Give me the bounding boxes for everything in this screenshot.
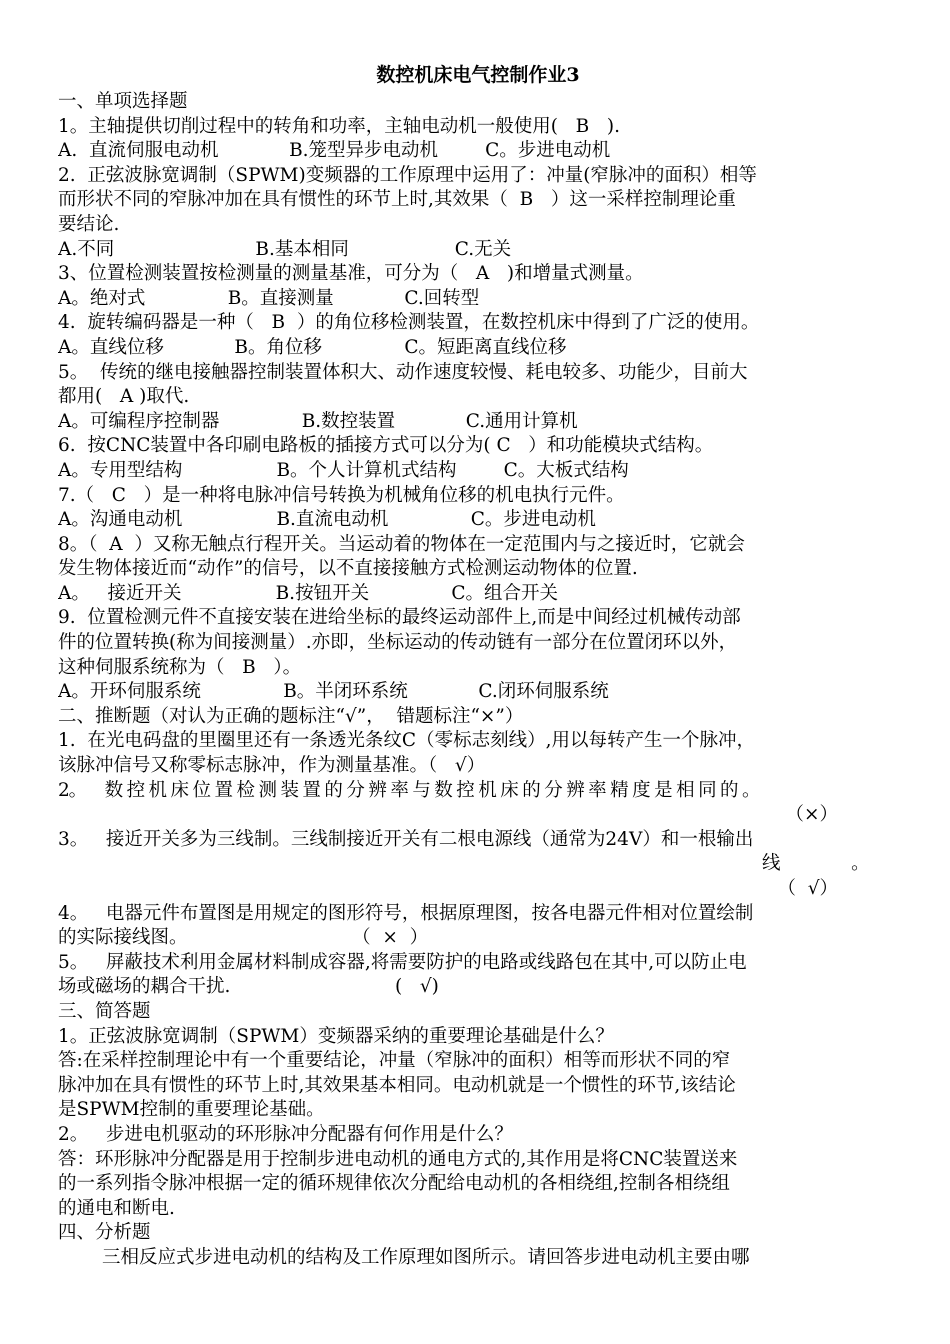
question-5: 5。 传统的继电接触器控制装置体积大、动作速度较慢、耗电较多、功能少，目前大 [58, 361, 748, 383]
question-7-options: A。沟通电动机 B.直流电动机 C。步进电动机 [58, 509, 596, 531]
section-heading-single-choice: 一、单项选择题 [58, 91, 188, 112]
question-8-options: A。 接近开关 B.按钮开关 C。组合开关 [58, 582, 559, 604]
question-7: 7.（ C ）是一种将电脉冲信号转换为机械角位移的机电执行元件。 [58, 484, 625, 506]
section-heading-short-answer: 三、简答题 [58, 1000, 151, 1022]
judgement-2-answer: （×） [785, 804, 838, 826]
judgement-3: 3。 接近开关多为三线制。三线制接近开关有二根电源线（通常为24V）和一根输出 [58, 828, 754, 850]
short-answer-1-question: 1。正弦波脉宽调制（SPWM）变频器采纳的重要理论基础是什么？ [58, 1025, 614, 1047]
document-title: 数控机床电气控制作业3 [376, 64, 580, 86]
judgement-3-answer: （ √） [777, 878, 838, 899]
section-heading-analysis: 四、分析题 [58, 1222, 151, 1244]
question-9-cont: 这种伺服系统称为（ B ）。 [58, 656, 302, 678]
question-8: 8。（ A ）又称无触点行程开关。当运动着的物体在一定范围内与之接近时，它就会 [58, 533, 745, 555]
short-answer-2-answer-cont: 的通电和断电. [58, 1197, 175, 1219]
judgement-5-cont: 场或磁场的耦合干扰. ( √) [58, 976, 439, 998]
judgement-4: 4。 电器元件布置图是用规定的图形符号，根据原理图，按各电器元件相对位置绘制 [58, 902, 754, 924]
judgement-3-cont: 线 。 [762, 853, 870, 875]
question-3: 3、位置检测装置按检测量的测量基准，可分为（ A )和增量式测量。 [58, 263, 644, 285]
question-5-cont: 都用( A )取代. [58, 386, 190, 408]
short-answer-1-answer-cont: 脉冲加在具有惯性的环节上时,其效果基本相同。电动机就是一个惯性的环节,该结论 [58, 1074, 736, 1096]
question-1: 1。主轴提供切削过程中的转角和功率，主轴电动机一般使用( B ). [58, 115, 620, 137]
question-9-options: A。开环伺服系统 B。半闭环系统 C.闭环伺服系统 [58, 681, 609, 703]
judgement-2: 2。 数 控 机 床 位 置 检 测 装 置 的 分 辨 率 与 数 控 机 床 的 分 辨 率 精 度 是 相 同 的 。 [58, 779, 760, 801]
question-9-cont: 件的位置转换(称为间接测量）.亦即，坐标运动的传动链有一部分在位置闭环以外， [58, 632, 738, 654]
question-2-cont: 而形状不同的窄脉冲加在具有惯性的环节上时,其效果（ B ）这一采样控制理论重 [58, 189, 736, 211]
judgement-4-cont: 的实际接线图。 （ × ） [58, 927, 429, 949]
judgement-1-cont: 该脉冲信号又称零标志脉冲，作为测量基准。（ √） [58, 755, 486, 777]
question-2-cont: 要结论. [58, 213, 120, 235]
question-4-options: A。直线位移 B。角位移 C。短距离直线位移 [58, 336, 567, 358]
question-6-options: A。专用型结构 B。个人计算机式结构 C。大板式结构 [58, 459, 629, 481]
question-9: 9. 位置检测元件不直接安装在进给坐标的最终运动部件上,而是中间经过机械传动部 [58, 607, 741, 629]
short-answer-2-answer-cont: 的一系列指令脉冲根据一定的循环规律依次分配给电动机的各相绕组,控制各相绕组 [58, 1173, 730, 1195]
document-body [58, 90, 898, 1271]
short-answer-1-answer: 答:在采样控制理论中有一个重要结论，冲量（窄脉冲的面积）相等而形状不同的窄 [58, 1050, 731, 1072]
judgement-5: 5。 屏蔽技术利用金属材料制成容器,将需要防护的电路或线路包在其中,可以防止电 [58, 951, 747, 973]
analysis-question: 三相反应式步进电动机的结构及工作原理如图所示。请回答步进电动机主要由哪 [102, 1246, 750, 1268]
question-8-cont: 发生物体接近而“动作”的信号，以不直接接触方式检测运动物体的位置. [58, 558, 638, 580]
short-answer-2-answer: 答：环形脉冲分配器是用于控制步进电动机的通电方式的,其作用是将CNC装置送来 [58, 1148, 738, 1170]
question-3-options: A。绝对式 B。直接测量 C.回转型 [58, 287, 480, 309]
document-page [58, 60, 898, 1271]
question-2-options: A.不同 B.基本相同 C.无关 [58, 238, 512, 260]
question-2: 2. 正弦波脉宽调制（SPWM)变频器的工作原理中运用了：冲量(窄脉冲的面积）相等 [58, 164, 757, 186]
question-4: 4. 旋转编码器是一种（ B ）的角位移检测装置，在数控机床中得到了广泛的使用。 [58, 312, 760, 334]
judgement-1: 1. 在光电码盘的里圈里还有一条透光条纹C（零标志刻线）,用以每转产生一个脉冲， [58, 730, 755, 752]
question-5-options: A。可编程序控制器 B.数控装置 C.通用计算机 [58, 410, 578, 432]
short-answer-2-question: 2。 步进电机驱动的环形脉冲分配器有何作用是什么？ [58, 1123, 513, 1145]
question-1-options: A. 直流伺服电动机 B.笼型异步电动机 C。步进电动机 [58, 140, 611, 162]
question-6: 6. 按CNC装置中各印刷电路板的插接方式可以分为( C ）和功能模块式结构。 [58, 435, 714, 457]
short-answer-1-answer-cont: 是SPWM控制的重要理论基础。 [58, 1099, 325, 1121]
section-heading-judgement: 二、推断题（对认为正确的题标注“√”， 错题标注“×”） [58, 705, 524, 727]
